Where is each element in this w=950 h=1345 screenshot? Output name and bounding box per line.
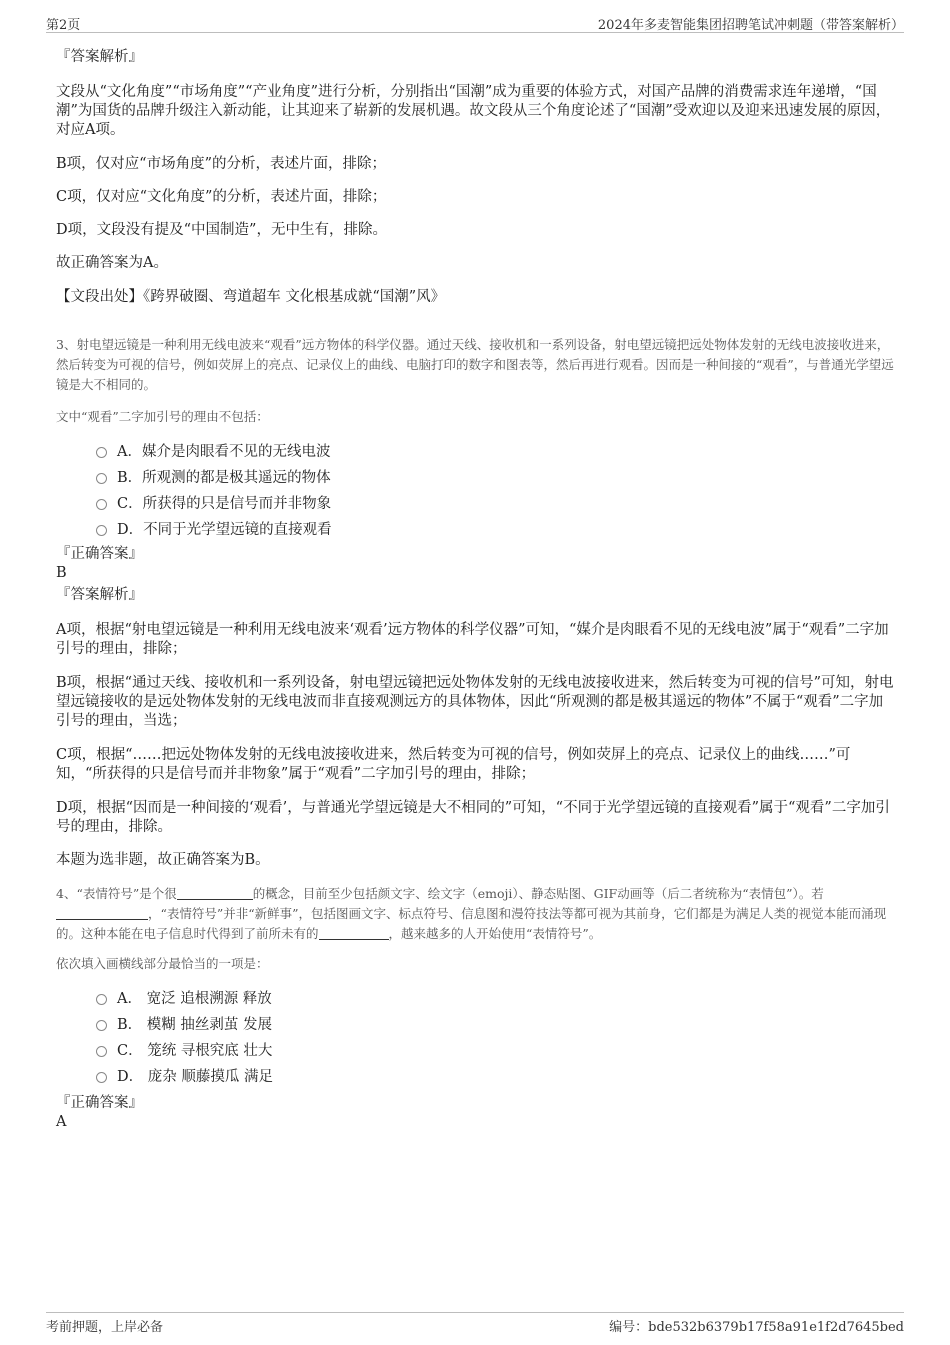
option-d[interactable]: D．不同于光学望远镜的直接观看 <box>96 515 896 541</box>
option-a[interactable]: A．媒介是肉眼看不见的无线电波 <box>96 437 896 463</box>
radio-icon[interactable] <box>96 994 107 1005</box>
blank-2 <box>56 905 148 920</box>
question-3-stem: 3、射电望远镜是一种利用无线电波来“观看”远方物体的科学仪器。通过天线、接收机和一系列设备，射电望远镜把远处物体发射的无线电波接收进来，然后转变为可视的信号，例如荧屏上的亮点、记录仪上的曲线、电脑打印的数字和图表等，然后再进行观看。因而是一种间接的“观看”，与普通光学望远镜是大不相同的。 <box>56 337 894 392</box>
radio-icon[interactable] <box>96 1020 107 1031</box>
analysis-option-c: C项，根据“……把远处物体发射的无线电波接收进来，然后转变为可视的信号，例如荧屏上的亮点、记录仪上的曲线……”可知，“所获得的只是信号而并非物象”属于“观看”二字加引号的理由，排除； <box>56 747 851 782</box>
answer-value: A <box>56 1114 67 1130</box>
analysis-option-c: C项，仅对应“文化角度”的分析，表述片面，排除； <box>56 189 387 205</box>
source-citation: 【文段出处】《跨界破圈、弯道超车 文化根基成就“国潮”风》 <box>56 289 446 305</box>
analysis-label: 『答案解析』 <box>56 587 143 603</box>
footer-slogan: 考前押题，上岸必备 <box>46 1320 164 1335</box>
page-footer <box>46 1312 904 1337</box>
answer-label: 『正确答案』 <box>56 1095 143 1111</box>
blank-1 <box>177 885 253 900</box>
analysis-option-d: D项，根据“因而是一种间接的‘观看’，与普通光学望远镜是大不相同的”可知，“不同于光学望远镜的直接观看”属于“观看”二字加引号的理由，排除。 <box>56 800 890 835</box>
option-a[interactable]: A． 宽泛 追根溯源 释放 <box>96 984 896 1010</box>
option-c[interactable]: C．所获得的只是信号而并非物象 <box>96 489 896 515</box>
document-id: 编号：bde532b6379b17f58a91e1f2d7645bed <box>609 1320 904 1335</box>
analysis-paragraph: 文段从“文化角度”“市场角度”“产业角度”进行分析，分别指出“国潮”成为重要的体验方式，对国产品牌的消费需求连年递增，“国潮”为国货的品牌升级注入新动能，让其迎来了崭新的发展机遇。故文段从三个角度论述了“国潮”受欢迎以及迎来迅速发展的原因，对应A项。 <box>56 84 891 138</box>
radio-icon[interactable] <box>96 473 107 484</box>
analysis-option-b: B项，仅对应“市场角度”的分析，表述片面，排除； <box>56 156 386 172</box>
option-b[interactable]: B．所观测的都是极其遥远的物体 <box>96 463 896 489</box>
answer-value: B <box>56 565 67 581</box>
page-number: 第2页 <box>46 18 81 33</box>
radio-icon[interactable] <box>96 1072 107 1083</box>
option-d[interactable]: D． 庞杂 顺藤摸瓜 满足 <box>96 1062 896 1088</box>
radio-icon[interactable] <box>96 447 107 458</box>
analysis-option-d: D项，文段没有提及“中国制造”，无中生有，排除。 <box>56 222 387 238</box>
question-3-options <box>56 437 896 541</box>
option-b[interactable]: B． 模糊 抽丝剥茧 发展 <box>96 1010 896 1036</box>
document-body <box>56 46 896 1132</box>
analysis-option-b: B项，根据“通过天线、接收机和一系列设备，射电望远镜把远处物体发射的无线电波接收进来，然后转变为可视的信号”可知，射电望远镜接收的是远处物体发射的无线电波而非直接观测远方的具体物体，因此“所观测的都是极其遥远的物体”不属于“观看”二字加引号的理由，当选； <box>56 675 894 729</box>
blank-3 <box>319 925 389 940</box>
answer-conclusion: 本题为选非题，故正确答案为B。 <box>56 852 270 868</box>
radio-icon[interactable] <box>96 499 107 510</box>
radio-icon[interactable] <box>96 1046 107 1057</box>
page-header <box>46 12 904 33</box>
question-4-stem: 4、“表情符号”是个很 的概念，目前至少包括颜文字、绘文字（emoji）、静态贴图、GIF动画等（后二者统称为“表情包”）。若，“表情符号”并非“新鲜事”，包括图画文字、标点符号、信息图和漫符技法等都可视为其前身，它们都是为满足人类的视觉本能而涌现的。这种本能在电子信息时代得到了前所未有的 ，越来越多的人开始使用“表情符号”。 <box>56 886 887 941</box>
question-4-options <box>56 984 896 1088</box>
analysis-label: 『答案解析』 <box>56 49 143 65</box>
document-title: 2024年多麦智能集团招聘笔试冲刺题（带答案解析） <box>597 18 904 33</box>
option-c[interactable]: C． 笼统 寻根究底 壮大 <box>96 1036 896 1062</box>
question-4-prompt: 依次填入画横线部分最恰当的一项是： <box>56 956 269 971</box>
analysis-option-a: A项，根据“射电望远镜是一种利用无线电波来‘观看’远方物体的科学仪器”可知，“媒介是肉眼看不见的无线电波”属于“观看”二字加引号的理由，排除； <box>56 622 889 657</box>
radio-icon[interactable] <box>96 525 107 536</box>
question-3-prompt: 文中“观看”二字加引号的理由不包括： <box>56 409 269 424</box>
answer-label: 『正确答案』 <box>56 546 143 562</box>
answer-conclusion: 故正确答案为A。 <box>56 255 168 271</box>
